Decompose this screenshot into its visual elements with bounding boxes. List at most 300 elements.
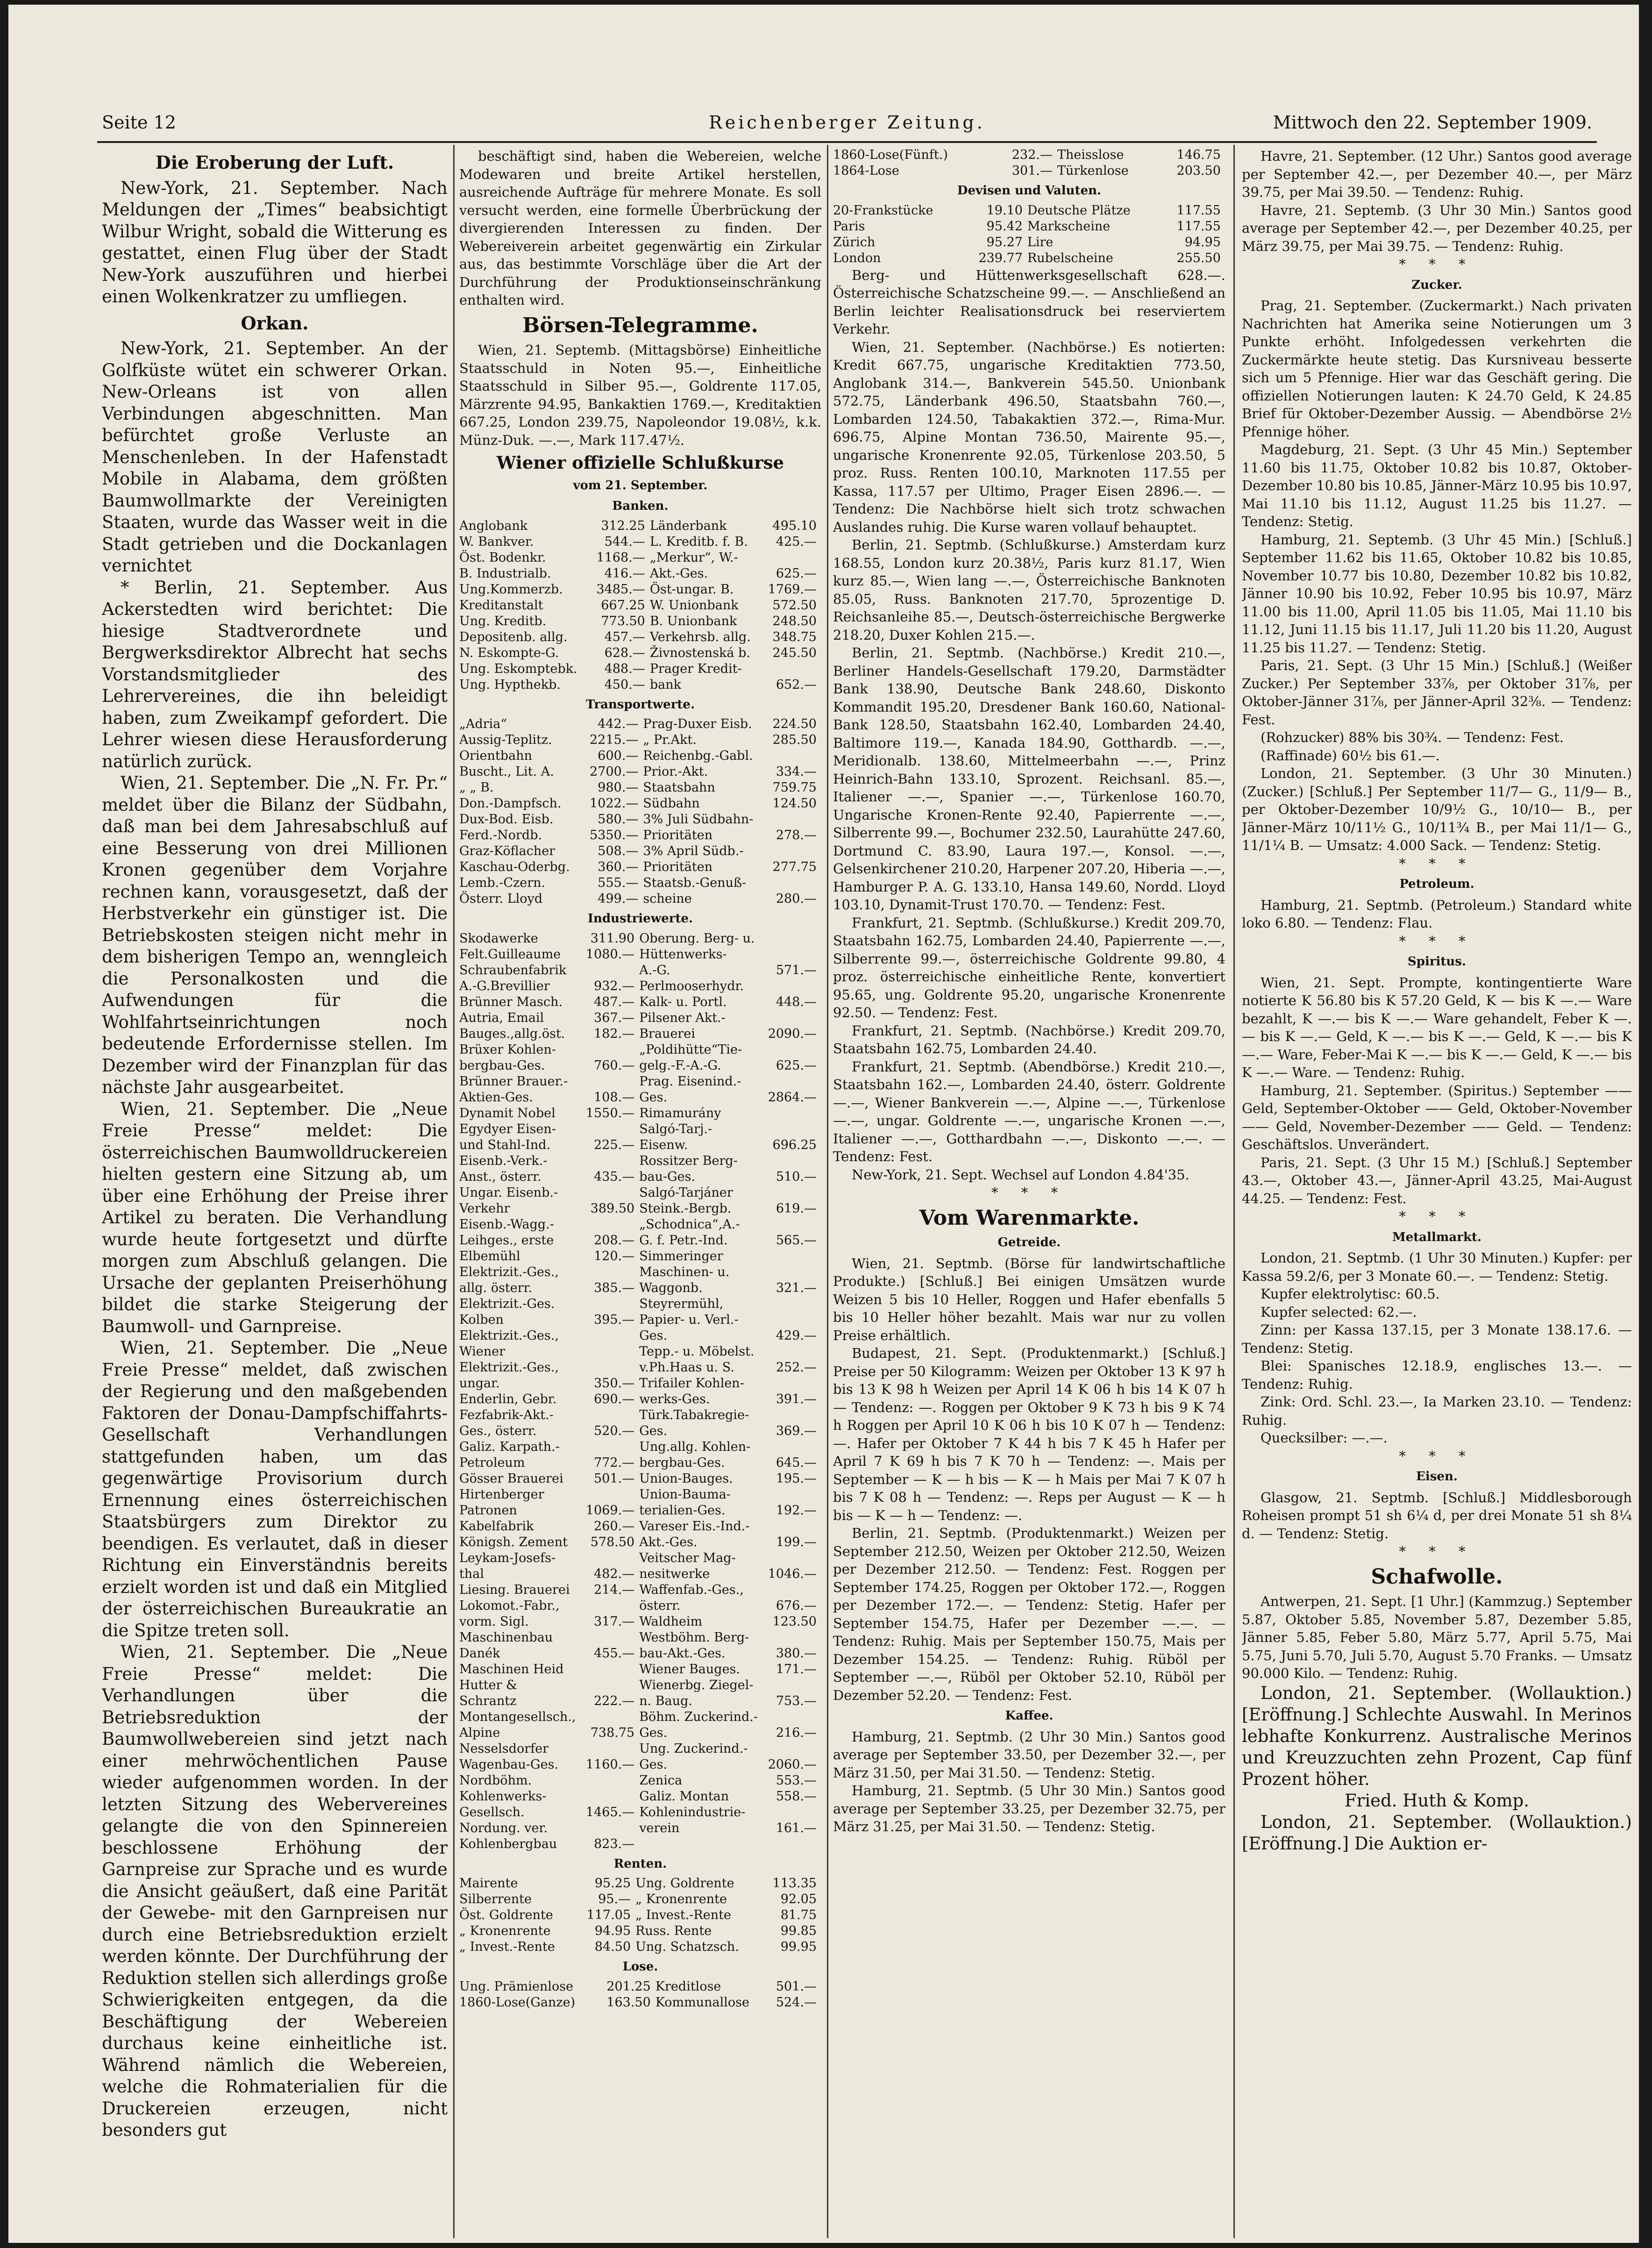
quote-value: 2060.— — [768, 1757, 817, 1772]
quote-row — [459, 1693, 821, 1709]
quote-value: 391.— — [776, 1392, 817, 1406]
quote-name: bergbau-Ges. — [639, 1455, 725, 1470]
quote-value — [765, 947, 821, 963]
quote-value — [583, 1264, 639, 1280]
quote-name: bau-Ges. — [639, 1169, 696, 1184]
quote-name: London — [833, 250, 881, 265]
quote-value: 565.— — [776, 1233, 817, 1248]
quote-row — [459, 875, 821, 891]
quote-name: Kaschau-Oderbg. — [459, 860, 570, 874]
quote-row — [459, 566, 821, 582]
quote-name: Salgó-Tarjáner — [639, 1185, 733, 1200]
quote-value: 108.— — [594, 1090, 635, 1105]
article-paragraph: Berlin, 21. Septmb. (Nachbörse.) Kredit 210.—, Berliner Handels-Gesellschaft 179.20, Darmstädter Bank 138.90, Deutsche Bank 248.60, Diskonto Kommandit 195.20, Dresdener Bank 160.60, National-Bank 128.50, Staatsbahn 162.40, Lombarden 24.40, Baltimore 119.—, Kanada 184.90, Gotthardb. —.—, Meridionalb. 138.60, Mittelmeerbahn —.—, Prinz Heinrich-Bahn 133.10, Sprozent. Reichsanl. 85.—, Italiener —.—, Spanier —.—, Türkenlose 160.70, Ungarische Kronen-Rente 92.40, Papierrente —.—, Silberrente 99.—, Bochumer 232.50, Laurahütte 247.60, Dortmund C. 83.90, Laura 197.—, Konsol. —.—, Gelsenkirchener 210.20, Harpener 207.20, Hiberia —.—, Hamburger P. A. G. 133.10, Hansa 149.60, Nordd. Lloyd 103.10, Dynamit-Trust 170.70. — Tendenz: Fest. — [833, 645, 1225, 913]
quote-name: Ges. — [639, 1423, 668, 1438]
quote-name: A.-G. — [639, 963, 670, 978]
quote-value: 216.— — [776, 1725, 817, 1740]
article-paragraph: Hamburg, 21. Septemb. (3 Uhr 45 Min.) [Schluß.] September 11.62 bis 11.65, Oktober 10.82 bis 10.85, November 10.77 bis 10.80, Dezember 10.82 bis 10.82, Jänner 10.90 bis 10.92, Feber 10.95 bis 10.97, März 11.00 bis 11.00, April 11.05 bis 11.05, Mai 11.10 bis 11.12, Juni 11.15 bis 11.17, Juli 11.20 bis 11.20, August 11.25 bis 11.27. — Tendenz: Stetig. — [1242, 531, 1632, 656]
quote-name: Ges. — [639, 1328, 668, 1343]
quote-row — [459, 1471, 821, 1487]
section-heading: Börsen-Telegramme. — [522, 313, 758, 337]
quote-row — [459, 1550, 821, 1566]
quote-value: 676.— — [776, 1598, 817, 1613]
quote-value: 334.— — [776, 764, 817, 779]
quote-value — [765, 1487, 821, 1503]
quote-name: Elektrizit.-Ges., — [459, 1328, 559, 1343]
quote-name: B. Unionbank — [649, 614, 737, 628]
quote-name: Wienerbg. Ziegel- — [639, 1677, 754, 1692]
quote-value: 482.— — [594, 1566, 635, 1581]
quote-name: „Schodnica“,A.- — [639, 1217, 740, 1232]
quote-name: 20-Frankstücke — [833, 203, 933, 218]
quote-name: Ung. Schatzsch. — [635, 1940, 739, 1954]
quote-value: 232.— — [1011, 148, 1053, 162]
quote-value: 690.— — [594, 1392, 635, 1406]
separator-stars: * * * — [1399, 256, 1475, 272]
article-paragraph: Zink: Ord. Schl. 23.—, Ia Marken 23.10. — Tendenz: Ruhig. — [1242, 1394, 1632, 1428]
quote-value: 487.— — [594, 994, 635, 1009]
quote-name: Union-Bauges. — [639, 1471, 733, 1486]
quote-value: 499.— — [598, 892, 639, 906]
quote-value — [583, 1773, 639, 1789]
quote-name: Pilsener Akt.- — [639, 1010, 726, 1025]
quote-row — [459, 764, 821, 780]
kurse-date: vom 21. September. — [573, 478, 708, 492]
masthead — [97, 112, 1597, 140]
quote-name: Eisenb.-Wagg.- — [459, 1217, 554, 1232]
quote-name: Simmeringer — [639, 1249, 723, 1263]
article-continuation: beschäftigt sind, haben die Webereien, welche Modewaren und breite Artikel herstellen, ausreichende Aufträge für mehrere Monate. Es soll versucht werden, eine formelle Überbrückung der divergierenden Interessen zu finden. Der Webereiverein arbeitet gegenwärtig ein Zirkular aus, das bestimmte Vorschläge über die Art der Durchführung der Produktionseinschränkung enthalten wird. — [459, 148, 821, 308]
quote-name: 1860-Lose(Ganze) — [459, 1995, 576, 2010]
quote-table — [459, 931, 821, 1852]
devisen-heading: Devisen und Valuten. — [957, 184, 1102, 198]
quote-name: Elbemühl — [459, 1249, 520, 1263]
quote-value — [765, 1121, 821, 1137]
lose-table — [833, 147, 1225, 179]
quote-name: Waggonb. — [639, 1280, 703, 1295]
separator-stars: * * * — [1399, 933, 1475, 949]
quote-row — [459, 1217, 821, 1233]
quote-value: 645.— — [776, 1455, 817, 1470]
quote-value: 203.50 — [1176, 164, 1221, 178]
quote-name: Elektrizit.-Ges., — [459, 1360, 559, 1375]
quote-value: 429.— — [776, 1328, 817, 1343]
quote-row — [459, 598, 821, 614]
quote-name: Elektrizit.-Ges. — [459, 1296, 555, 1311]
quote-name: N. Eskompte-G. — [459, 645, 559, 660]
quote-value: 312.25 — [601, 518, 645, 533]
quote-row — [459, 1233, 821, 1249]
quote-row — [459, 1939, 821, 1955]
quote-name: Staatsb.-Genuß- — [643, 876, 747, 890]
quote-row — [459, 1439, 821, 1455]
subsection-heading: Kaffee. — [1005, 1709, 1054, 1723]
quote-row — [459, 1677, 821, 1693]
quote-value: 350.— — [594, 1376, 635, 1391]
separator-stars: * * * — [991, 1185, 1067, 1200]
article-heading: Orkan. — [241, 312, 309, 334]
quote-name: W. Unionbank — [649, 598, 739, 613]
quote-name: Verkehr — [459, 1201, 510, 1216]
quote-name: vorm. Sigl. — [459, 1614, 529, 1629]
quote-name: Ung. Eskomptebk. — [459, 661, 577, 676]
quote-name: Petroleum — [459, 1455, 525, 1470]
quote-value — [762, 550, 821, 566]
quote-name: Anst., österr. — [459, 1169, 541, 1184]
quote-row — [459, 1280, 821, 1296]
quote-name: 3% Juli Südbahn- — [643, 812, 754, 827]
article-paragraph: New-York, 21. September. An der Golfküste wütet ein schwerer Orkan. New-Orleans ist von allen Verbindungen abgeschnitten. Man befürchtet große Verluste an Menschenleben. In der Hafenstadt Mobile in Alabama, dem größten Baumwollmarkte der Vereinigten Staaten, wurde das Wasser weit in die Stadt getrieben und die Dockanlagen vernichtet — [102, 338, 448, 576]
quote-row — [459, 1789, 821, 1805]
quote-name: 3% April Südb.- — [643, 844, 744, 858]
quote-section-title: Renten. — [613, 1856, 667, 1871]
separator-stars: * * * — [1399, 1208, 1475, 1224]
quote-name: terialien-Ges. — [639, 1503, 726, 1518]
article-paragraph: Hamburg, 21. Septmb. (2 Uhr 30 Min.) Santos good average per September 33.50, per Dezember 32.—, per März 31.50, per Mai 31.50. — Tendenz: Stetig. — [833, 1728, 1225, 1781]
quote-value: 214.— — [594, 1582, 635, 1597]
quote-row — [459, 716, 821, 732]
quote-value: 508.— — [598, 844, 639, 858]
quote-value — [765, 1264, 821, 1280]
quote-value: 120.— — [594, 1249, 635, 1263]
quote-row — [459, 859, 821, 875]
quote-value: 1080.— — [585, 947, 635, 962]
article-paragraph: Paris, 21. Sept. (3 Uhr 15 Min.) [Schluß.] (Weißer Zucker.) Per September 33⅞, per Oktober 31⅞, per Oktober-Jänner 31⅞, per Jänner-April 32⅜. — Tendenz: Fest. — [1242, 657, 1632, 728]
quote-name: Egydyer Eisen- — [459, 1121, 556, 1136]
quote-value: 1168.— — [596, 550, 645, 565]
quote-name: Perlmooserhydr. — [639, 978, 744, 993]
quote-value: 367.— — [594, 1010, 635, 1025]
quote-name: Öst. Bodenkr. — [459, 550, 546, 565]
quote-value — [765, 1677, 821, 1693]
quote-name: Russ. Rente — [635, 1924, 712, 1938]
quote-name: Kommunallose — [655, 1995, 750, 2010]
quote-name: Verkehrsb. allg. — [649, 629, 751, 644]
quote-name: Aussig-Teplitz. — [459, 733, 552, 747]
quotation-tables — [459, 497, 821, 2011]
quote-name: Fezfabrik-Akt.- — [459, 1407, 554, 1422]
quote-name — [639, 1836, 765, 1852]
quote-name: Ung. Prämienlose — [459, 1979, 574, 1994]
quote-value: 416.— — [604, 566, 645, 581]
quote-value — [765, 1709, 821, 1725]
quote-name: Prioritäten — [643, 828, 713, 842]
quote-value: 124.50 — [772, 796, 817, 811]
quote-row — [459, 843, 821, 859]
quote-name: Hirtenberger — [459, 1487, 544, 1502]
quote-name: Elektrizit.-Ges., — [459, 1264, 559, 1279]
quote-section-title: Lose. — [622, 1960, 658, 1974]
article-paragraph: Paris, 21. Sept. (3 Uhr 15 M.) [Schluß.] September 43.—, Oktober 43.—, Jänner-April 43.25, Mai-August 44.25. — Tendenz: Fest. — [1242, 1154, 1632, 1206]
quote-value: 753.— — [776, 1693, 817, 1708]
quote-value — [583, 1328, 639, 1344]
quote-name: Brünner Masch. — [459, 994, 563, 1009]
quote-value: 95.25 — [594, 1876, 631, 1891]
quote-value: 224.50 — [772, 717, 817, 731]
quote-name: nesitwerke — [639, 1566, 710, 1581]
quote-row — [459, 1979, 821, 1995]
quote-value: 488.— — [604, 661, 645, 676]
quote-value: 980.— — [598, 780, 639, 795]
quote-name: Gesellsch. — [459, 1805, 525, 1820]
quote-name: Enderlin, Gebr. — [459, 1392, 557, 1406]
quote-name: Liesing. Brauerei — [459, 1582, 570, 1597]
quote-row — [459, 1264, 821, 1280]
quote-value — [765, 1741, 821, 1757]
quote-name: Rossitzer Berg- — [639, 1153, 738, 1168]
quote-name: werks-Ges. — [639, 1392, 710, 1406]
quote-value — [767, 875, 821, 891]
quote-name: Südbahn — [643, 796, 700, 811]
quote-value: 123.50 — [772, 1614, 817, 1629]
column-divider — [827, 145, 828, 2238]
quote-value: 117.55 — [1176, 203, 1221, 218]
quote-value: 578.50 — [590, 1534, 635, 1549]
quote-value: 199.— — [776, 1534, 817, 1549]
quote-value: 380.— — [776, 1646, 817, 1661]
quote-value: 94.95 — [594, 1924, 631, 1938]
article-paragraph: Hamburg, 21. September. (Spiritus.) September —— Geld, September-Oktober —— Geld, Oktober-November —— Geld, November-Dezember —— Geld. — Tendenz: Geschäftslos. Unverändert. — [1242, 1082, 1632, 1152]
separator-stars: * * * — [1399, 855, 1475, 871]
quote-row — [459, 1407, 821, 1423]
article-paragraph: Prag, 21. September. (Zuckermarkt.) Nach privaten Nachrichten hat Amerika seine Notierungen um 3 Punkte erhöht. Infolgedessen verkehrten die Zuckermärkte heute stetig. Das Kursniveau besserte sich um 5 Pfennige. Hier war das Geschäft gering. Die offiziellen Notierungen lauten: K 24.70 Geld, K 24.85 Brief für Oktober-Dezember Aussig. — Abendbörse 2½ Pfennige höher. — [1242, 298, 1632, 440]
article-paragraph: (Raffinade) 60½ bis 61.—. — [1260, 747, 1440, 764]
article-paragraph: Wien, 21. September. (Nachbörse.) Es notierten: Kredit 667.75, ungarische Kreditaktien 773.50, Anglobank 314.—, Bankverein 545.50. Unionbank 572.75, Länderbank 496.50, Staatsbahn 760.—, Lombarden 124.50, Tabakaktien 372.—, Rima-Mur. 696.75, Alpine Montan 736.50, Mairente 95.—, ungarische Kronenrente 92.05, Türkenlose 203.50, 5 proz. Russ. Renten 100.10, Marknoten 117.55 per Kassa, 117.57 per Ultimo, Prager Eisen 2896.—. — Tendenz: Die Nachbörse hielt sich trotz schwachen Auslandes ruhig. Die Kurse waren vollauf behauptet. — [833, 339, 1225, 535]
quote-name: Kohlenindustrie- — [639, 1805, 746, 1820]
quote-name: gelg.-F.-A.-G. — [639, 1058, 721, 1073]
quote-value: 580.— — [598, 812, 639, 827]
quote-name: Maschinen- u. — [639, 1264, 730, 1279]
quote-value: 385.— — [594, 1280, 635, 1295]
quote-value — [583, 1360, 639, 1376]
quote-value: 171.— — [776, 1662, 817, 1677]
quote-value: 222.— — [594, 1693, 635, 1708]
quote-row — [459, 1907, 821, 1923]
quote-name: Paris — [833, 219, 865, 234]
quote-name: Brüxer Kohlen- — [459, 1042, 556, 1057]
quote-value — [583, 1121, 639, 1137]
section-heading: Vom Warenmarkte. — [919, 1206, 1139, 1230]
quote-name: B. Industrialb. — [459, 566, 551, 581]
quote-name: Ung. Zuckerind.- — [639, 1741, 748, 1756]
newspaper-title: Reichenberger Zeitung. — [709, 112, 985, 133]
quote-name: Rubelscheine — [1027, 250, 1113, 265]
quote-row — [459, 1185, 821, 1201]
quote-value — [583, 1487, 639, 1503]
quote-name: Anglobank — [459, 518, 528, 533]
quote-name: Ung.Kommerzb. — [459, 582, 563, 597]
separator-stars: * * * — [1399, 1448, 1475, 1464]
article-paragraph: Blei: Spanisches 12.18.9, englisches 13.—. — Tendenz: Ruhig. — [1242, 1358, 1632, 1392]
quote-row — [459, 582, 821, 598]
quote-value: 1069.— — [585, 1503, 635, 1518]
quote-row — [833, 147, 1225, 163]
quote-name: Ges. — [639, 1090, 668, 1105]
article-paragraph: Frankfurt, 21. Septmb. (Abendbörse.) Kredit 210.—, Staatsbahn 162.—, Lombarden 24.40, österr. Goldrente —.—, Wiener Bankverein —.—, Alpine —.—, Türkenlose —.—, ungar. Goldrente —.—, ungarische Kronen —.—, Italiener —.—, Gotthardbahn —.—, Diskonto —.—. — Tendenz: Fest. — [833, 1058, 1225, 1164]
quote-name: Danék — [459, 1646, 500, 1661]
quote-value: 501.— — [776, 1979, 817, 1994]
quote-value: 759.75 — [772, 780, 817, 795]
quote-name: Reichenbg.-Gabl. — [643, 749, 753, 763]
quote-name: Akt.-Ges. — [649, 566, 708, 581]
quote-row — [459, 994, 821, 1010]
quote-name: Trifailer Kohlen- — [639, 1376, 744, 1391]
quote-value: 84.50 — [594, 1940, 631, 1954]
quote-value: 553.— — [776, 1773, 817, 1788]
quote-name: Kolben — [459, 1312, 504, 1327]
quote-value — [762, 661, 821, 677]
quote-row — [459, 1995, 821, 2011]
quote-name: Ferd.-Nordb. — [459, 828, 542, 842]
quote-name: Hüttenwerks- — [639, 947, 727, 962]
quote-name: „ Kronenrente — [459, 1924, 551, 1938]
quote-name: Graz-Köflacher — [459, 844, 555, 858]
quote-name: Patronen — [459, 1503, 517, 1518]
quote-name: Oberung. Berg- u. — [639, 931, 755, 946]
article-paragraph: London, 21. September. (3 Uhr 30 Minuten.) (Zucker.) [Schluß.] Per September 11/7— G., 11/9— B., per Oktober-Dezember 10/9½ G., 10/10— B., per Jänner-März 10/11½ G., 10/11¾ B., per Mai 11/1— G., 11/1¼ B. — Umsatz: 4.000 Sack. — Tendenz: Stetig. — [1242, 765, 1632, 853]
quote-row — [459, 1709, 821, 1725]
quote-value: 510.— — [776, 1169, 817, 1184]
quote-value: 625.— — [776, 566, 817, 581]
quote-row — [459, 645, 821, 661]
quote-value: 369.— — [776, 1423, 817, 1438]
column-3 — [833, 147, 1225, 2236]
quote-name: Deutsche Plätze — [1027, 203, 1131, 218]
quote-row — [459, 1534, 821, 1550]
quote-value: 2090.— — [768, 1026, 817, 1041]
quote-row — [833, 235, 1225, 250]
quote-value: 628.— — [604, 645, 645, 660]
article-paragraph: Wien, 21. September. Die „Neue Freie Presse“ meldet: Die österreichischen Baumwolldruckereien hielten gestern eine Sitzung ab, um über eine Erhöhung der Preise ihrer Artikel zu beraten. Die Verhandlung wurde heute fortgesetzt und dürfte morgen zum Abschluß gelangen. Die Ursache der geplanten Preiserhöhung bildet die starke Steigerung der Baumwoll- und Garnpreise. — [102, 1099, 448, 1336]
quote-name: Theisslose — [1057, 148, 1124, 162]
quote-value: 738.75 — [590, 1725, 635, 1740]
mittagsboerse-report: Wien, 21. Septemb. (Mittagsbörse) Einheitliche Staatsschuld in Noten 95.—, Einheitliche Staatsschuld in Silber 95.—, Goldrente 117.05, Märzrente 94.95, Bankaktien 1769.—, Kreditaktien 667.25, London 239.75, Napoleondor 19.08½, k.k. Münz-Duk. —.—, Mark 117.47½. — [459, 342, 821, 448]
quote-value: 95.27 — [986, 235, 1023, 250]
quote-value — [583, 1662, 639, 1677]
quote-name: G. f. Petr.-Ind. — [639, 1233, 728, 1248]
quote-value: 163.50 — [606, 1995, 651, 2010]
quote-name: Maschinenbau — [459, 1630, 553, 1645]
quote-value — [767, 748, 821, 764]
quote-value — [767, 843, 821, 859]
article-paragraph: (Rohzucker) 88% bis 30¾. — Tendenz: Fest. — [1260, 729, 1564, 745]
quote-name: Öst-ungar. B. — [649, 582, 734, 597]
quote-name: Prag-Duxer Eisb. — [643, 717, 752, 731]
article-paragraph: Glasgow, 21. Septmb. [Schluß.] Middlesborough Roheisen prompt 51 sh 6¼ d, per drei Monate 51 sh 8¼ d. — Tendenz: Stetig. — [1242, 1489, 1632, 1541]
quote-name: Rimamurány — [639, 1106, 721, 1120]
subsection-heading: Eisen. — [1416, 1470, 1458, 1484]
quote-value — [765, 1805, 821, 1820]
quote-value: 425.— — [776, 534, 817, 549]
quote-table — [459, 716, 821, 907]
quote-row — [833, 250, 1225, 266]
quote-name: Leihges., erste — [459, 1233, 554, 1248]
quote-value — [765, 1582, 821, 1598]
article-paragraph: Wien, 21. Sept. Prompte, kontingentierte Ware notierte K 56.80 bis K 57.20 Geld, K — bis K —.— Ware bezahlt, K —.— bis K —.— Ware gehandelt, Feber K —.— bis K —.— Geld, K —.— bis K —.— Geld, K —.— bis K —.— Ware, Feber-Mai K —.— bis K —.— Geld, K —.— bis K —.— Ware. — Tendenz: Ruhig. — [1242, 974, 1632, 1080]
quote-value — [583, 1709, 639, 1725]
quote-row — [459, 1121, 821, 1137]
article-paragraph: Wien, 21. September. Die „Neue Freie Presse“ meldet, daß zwischen der Regierung und den maßgebenden Faktoren der Donau-Dampfschiffahrts-Gesellschaft Verhandlungen stattgefunden haben, um das gegenwärtige Provisorium durch Ernennung eines österreichischen Staatsbürgers zum Direktor zu beendigen. Es verlautet, daß in dieser Richtung ein Einverständnis bereits erzielt worden ist und daß ein Mitglied der österreichischen Bureaukratie an die Spitze treten soll. — [102, 1338, 448, 1641]
quote-row — [459, 1328, 821, 1344]
quote-row — [459, 1137, 821, 1153]
quote-value — [765, 1376, 821, 1392]
quote-row — [459, 1662, 821, 1677]
quote-name: Öst. Goldrente — [459, 1908, 553, 1922]
quote-name: Ges. — [639, 1725, 668, 1740]
subsection-heading: Getreide. — [997, 1235, 1061, 1249]
quote-name: verein — [639, 1820, 680, 1835]
article-paragraph: Zinn: per Kassa 137.15, per 3 Monate 138.17.6. — Tendenz: Stetig. — [1242, 1322, 1632, 1356]
quote-value: 448.— — [776, 994, 817, 1009]
quote-row — [459, 1169, 821, 1185]
quote-name: „ „ B. — [459, 780, 494, 795]
quote-row — [459, 1153, 821, 1169]
quote-value — [583, 1741, 639, 1757]
quote-value — [583, 1217, 639, 1233]
quote-value — [583, 1153, 639, 1169]
quote-value: 544.— — [604, 534, 645, 549]
quote-row — [459, 677, 821, 693]
quote-row — [459, 1836, 821, 1852]
quote-name: Nesselsdorfer — [459, 1741, 549, 1756]
quote-value: 321.— — [776, 1280, 817, 1295]
article-paragraph: London, 21. Septmb. (1 Uhr 30 Minuten.) Kupfer: per Kassa 59.2/6, per 3 Monate 60.—. — Tendenz: Stetig. — [1242, 1250, 1632, 1284]
article-paragraph: Havre, 21. September. (12 Uhr.) Santos good average per September 42.—, per Dezember 40.—, per März 39.75, per Mai 39.50. — Tendenz: Ruhig. — [1242, 148, 1632, 200]
quote-value — [765, 1312, 821, 1328]
quote-row — [833, 203, 1225, 219]
subsection-heading: Petroleum. — [1399, 877, 1474, 891]
quote-name: Vareser Eis.-Ind.- — [639, 1519, 750, 1534]
quote-value: 280.— — [776, 892, 817, 906]
quote-row — [459, 629, 821, 645]
quote-value: 117.05 — [586, 1908, 631, 1922]
page-number: Seite 12 — [102, 112, 176, 133]
quote-row — [459, 661, 821, 677]
quote-value: 260.— — [594, 1519, 635, 1534]
quote-value: 252.— — [776, 1360, 817, 1375]
quote-row — [459, 947, 821, 963]
quote-value — [767, 812, 821, 828]
quote-row — [459, 796, 821, 812]
quote-name: Papier- u. Verl.- — [639, 1312, 739, 1327]
quote-value — [583, 1185, 639, 1201]
quote-row — [459, 1646, 821, 1662]
quote-value: 772.— — [594, 1455, 635, 1470]
subsection-heading: Spiritus. — [1407, 955, 1466, 969]
quote-value — [583, 1407, 639, 1423]
quote-value: 5350.— — [590, 828, 639, 842]
quote-row — [459, 931, 821, 947]
quote-name: bau-Akt.-Ges. — [639, 1646, 726, 1661]
quote-value — [583, 1789, 639, 1805]
quote-value: 99.85 — [780, 1924, 817, 1938]
quote-value — [583, 1042, 639, 1058]
quote-row — [459, 1630, 821, 1646]
quote-value — [583, 1074, 639, 1090]
quote-value — [583, 1630, 639, 1646]
quote-name: „Poldihütte“Tie- — [639, 1042, 742, 1057]
quote-value: 19.10 — [986, 203, 1023, 218]
quote-value: 558.— — [776, 1789, 817, 1804]
column-4 — [1242, 147, 1632, 2236]
quote-value: 360.— — [598, 860, 639, 874]
article-paragraph: Berlin, 21. Septmb. (Produktenmarkt.) Weizen per September 212.50, Weizen per Oktober 212.50, Weizen per Dezember 212.50. — Tendenz: Fest. Roggen per September 174.25, Roggen per Oktober 172.—, Roggen per Dezember 172.—. — Tendenz: Stetig. Hafer per September 154.75, Hafer per Dezember —.—. — Tendenz: Ruhig. Mais per September 150.75, Mais per Dezember 154.25. — Tendenz: Ruhig. Rüböl per September —.—, Rüböl per Oktober 52.10, Rüböl per Dezember 52.20. — Tendenz: Fest. — [833, 1525, 1225, 1703]
quote-row — [833, 219, 1225, 235]
quote-name: Ung.allg. Kohlen- — [639, 1439, 751, 1454]
quote-row — [459, 1423, 821, 1439]
quote-value: 524.— — [776, 1995, 817, 2010]
newspaper-page — [8, 5, 1639, 2243]
